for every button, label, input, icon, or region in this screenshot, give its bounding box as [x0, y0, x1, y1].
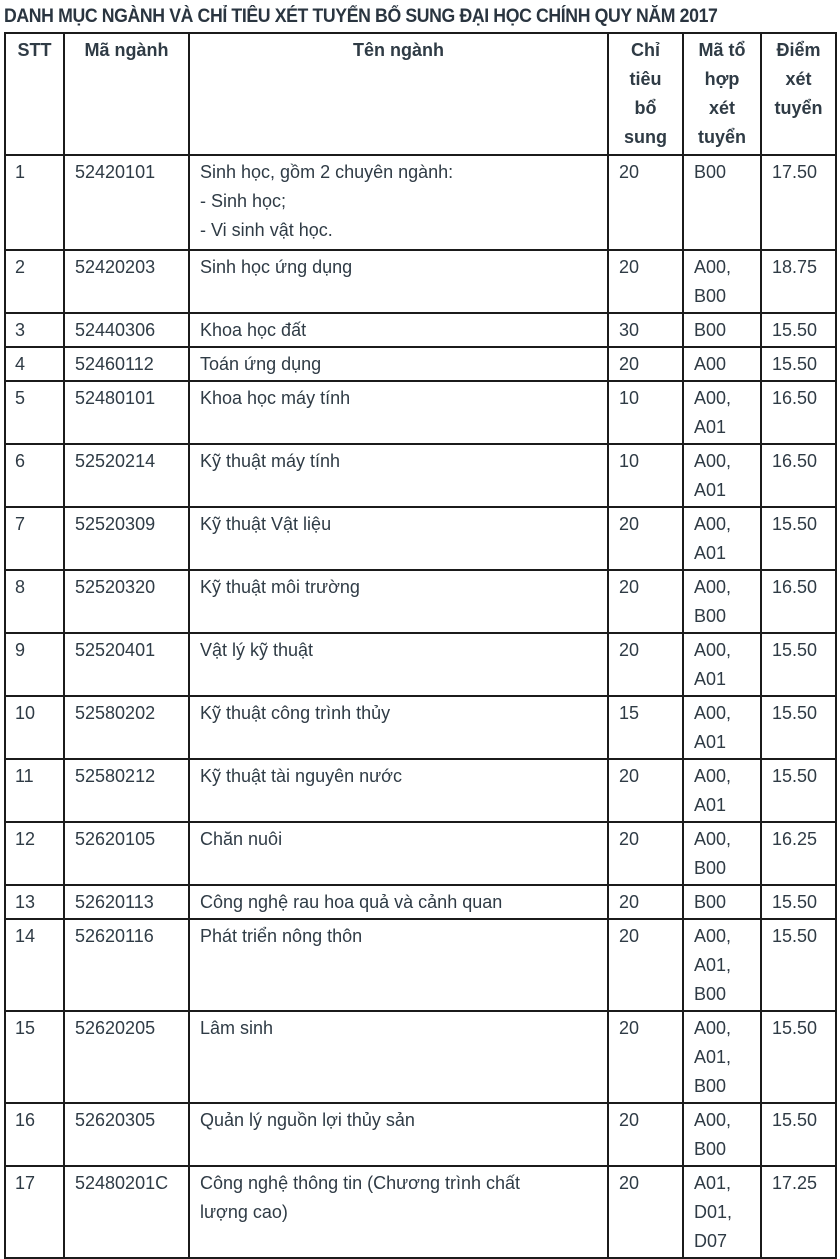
header-name: Tên ngành	[189, 33, 608, 155]
cell-name	[189, 633, 608, 696]
table-row	[5, 1166, 836, 1258]
cell-code: 52620305	[64, 1103, 189, 1166]
table-row	[5, 759, 836, 822]
cell-combo	[683, 381, 761, 444]
cell-code: 52520214	[64, 444, 189, 507]
cell-score: 15.50	[761, 1103, 836, 1166]
cell-name-line: Vật lý kỹ thuật	[200, 640, 314, 660]
cell-code: 52620205	[64, 1011, 189, 1103]
cell-combo-line: A00,	[694, 926, 732, 946]
table-row	[5, 250, 836, 313]
cell-name	[189, 885, 608, 919]
cell-stt: 6	[5, 444, 64, 507]
table-header-row	[5, 33, 836, 155]
table-row	[5, 633, 836, 696]
table-row	[5, 1103, 836, 1166]
cell-combo	[683, 1166, 761, 1258]
cell-quota: 10	[608, 381, 683, 444]
cell-name-line: Kỹ thuật tài nguyên nước	[200, 766, 402, 786]
cell-stt: 3	[5, 313, 64, 347]
cell-name	[189, 696, 608, 759]
cell-combo-line: A01	[694, 795, 727, 815]
cell-quota: 20	[608, 347, 683, 381]
cell-name	[189, 1103, 608, 1166]
cell-stt: 2	[5, 250, 64, 313]
cell-code: 52420101	[64, 155, 189, 250]
cell-combo-line: A00,	[694, 388, 732, 408]
cell-combo-line: A00,	[694, 1018, 732, 1038]
table-row	[5, 885, 836, 919]
cell-name-line: Kỹ thuật môi trường	[200, 577, 360, 597]
cell-code: 52580212	[64, 759, 189, 822]
cell-stt: 9	[5, 633, 64, 696]
cell-name-line: Quản lý nguồn lợi thủy sản	[200, 1110, 415, 1130]
cell-stt: 11	[5, 759, 64, 822]
cell-stt: 7	[5, 507, 64, 570]
cell-name-line: Công nghệ rau hoa quả và cảnh quan	[200, 892, 503, 912]
cell-combo-line: A00,	[694, 640, 732, 660]
cell-stt: 10	[5, 696, 64, 759]
header-quota-line: bổ	[634, 98, 657, 118]
table-row	[5, 1011, 836, 1103]
cell-stt: 17	[5, 1166, 64, 1258]
cell-name-line: - Sinh học;	[200, 191, 287, 211]
cell-quota: 20	[608, 885, 683, 919]
table-row	[5, 313, 836, 347]
cell-code: 52520309	[64, 507, 189, 570]
cell-combo	[683, 919, 761, 1011]
header-quota-line: tiêu	[629, 69, 662, 89]
cell-score: 16.50	[761, 381, 836, 444]
cell-combo-line: A00,	[694, 514, 732, 534]
cell-name	[189, 570, 608, 633]
cell-combo	[683, 633, 761, 696]
cell-combo-line: D01,	[694, 1202, 733, 1222]
cell-combo-line: B00	[694, 892, 727, 912]
cell-combo-line: A01,	[694, 1047, 732, 1067]
cell-stt: 8	[5, 570, 64, 633]
cell-quota: 20	[608, 1166, 683, 1258]
cell-combo	[683, 696, 761, 759]
header-combo-line: Mã tổ	[698, 40, 746, 60]
cell-combo-line: A00,	[694, 257, 732, 277]
cell-quota: 20	[608, 1103, 683, 1166]
page-title: DANH MỤC NGÀNH VÀ CHỈ TIÊU XÉT TUYỂN BỔ SUNG ĐẠI HỌC CHÍNH QUY NĂM 2017	[4, 6, 718, 27]
cell-quota: 20	[608, 822, 683, 885]
header-score-line: Điểm	[776, 40, 821, 60]
cell-combo-line: A00	[694, 354, 727, 374]
cell-combo	[683, 444, 761, 507]
cell-name	[189, 155, 608, 250]
cell-combo	[683, 570, 761, 633]
cell-combo-line: A01	[694, 669, 727, 689]
cell-name	[189, 381, 608, 444]
cell-code: 52480201C	[64, 1166, 189, 1258]
cell-score: 15.50	[761, 759, 836, 822]
cell-score: 17.25	[761, 1166, 836, 1258]
header-quota	[608, 33, 683, 155]
cell-combo	[683, 885, 761, 919]
cell-combo-line: A00,	[694, 577, 732, 597]
cell-score: 17.50	[761, 155, 836, 250]
cell-combo-line: A01,	[694, 955, 732, 975]
cell-code: 52580202	[64, 696, 189, 759]
header-combo-line: xét	[708, 98, 735, 118]
cell-name	[189, 759, 608, 822]
cell-name-line: Công nghệ thông tin (Chương trình chất	[200, 1173, 521, 1193]
cell-name-line: Toán ứng dụng	[200, 354, 322, 374]
cell-score: 16.25	[761, 822, 836, 885]
admission-table	[4, 32, 837, 1259]
cell-combo	[683, 822, 761, 885]
header-score-line: tuyển	[774, 98, 823, 118]
cell-name	[189, 347, 608, 381]
cell-combo-line: A01	[694, 732, 727, 752]
cell-score: 15.50	[761, 507, 836, 570]
cell-combo-line: B00	[694, 1076, 727, 1096]
cell-stt: 4	[5, 347, 64, 381]
cell-name	[189, 822, 608, 885]
cell-code: 52480101	[64, 381, 189, 444]
cell-score: 15.50	[761, 696, 836, 759]
cell-combo-line: D07	[694, 1231, 728, 1251]
cell-quota: 20	[608, 919, 683, 1011]
cell-score: 15.50	[761, 633, 836, 696]
table-row	[5, 444, 836, 507]
cell-name-line: Lâm sinh	[200, 1018, 274, 1038]
cell-combo	[683, 1011, 761, 1103]
cell-combo	[683, 313, 761, 347]
cell-quota: 10	[608, 444, 683, 507]
cell-name-line: Kỹ thuật công trình thủy	[200, 703, 391, 723]
cell-stt: 16	[5, 1103, 64, 1166]
cell-quota: 20	[608, 250, 683, 313]
cell-name-line: Khoa học máy tính	[200, 388, 351, 408]
cell-combo-line: A00,	[694, 451, 732, 471]
cell-stt: 13	[5, 885, 64, 919]
header-score	[761, 33, 836, 155]
cell-code: 52620113	[64, 885, 189, 919]
cell-stt: 14	[5, 919, 64, 1011]
cell-combo-line: B00	[694, 606, 727, 626]
cell-name-line: Phát triển nông thôn	[200, 926, 363, 946]
header-quota-line: sung	[624, 127, 667, 147]
cell-quota: 20	[608, 507, 683, 570]
cell-name-line: Chăn nuôi	[200, 829, 283, 849]
cell-stt: 1	[5, 155, 64, 250]
cell-combo	[683, 759, 761, 822]
cell-name	[189, 444, 608, 507]
cell-combo	[683, 250, 761, 313]
cell-code: 52520401	[64, 633, 189, 696]
cell-code: 52620105	[64, 822, 189, 885]
cell-combo-line: B00	[694, 320, 727, 340]
table-row	[5, 822, 836, 885]
cell-quota: 20	[608, 570, 683, 633]
cell-combo-line: B00	[694, 984, 727, 1004]
table-row	[5, 155, 836, 250]
table-row	[5, 381, 836, 444]
header-combo-line: tuyển	[697, 127, 746, 147]
cell-code: 52620116	[64, 919, 189, 1011]
cell-code: 52460112	[64, 347, 189, 381]
cell-combo-line: A01,	[694, 1173, 732, 1193]
cell-name	[189, 919, 608, 1011]
cell-combo-line: A00,	[694, 703, 732, 723]
header-combo	[683, 33, 761, 155]
table-row	[5, 507, 836, 570]
cell-combo-line: A00,	[694, 829, 732, 849]
cell-name-line: - Vi sinh vật học.	[200, 220, 333, 240]
cell-name-line: Sinh học ứng dụng	[200, 257, 353, 277]
cell-combo	[683, 1103, 761, 1166]
cell-quota: 30	[608, 313, 683, 347]
cell-quota: 20	[608, 155, 683, 250]
cell-score: 15.50	[761, 885, 836, 919]
cell-combo	[683, 155, 761, 250]
cell-quota: 20	[608, 759, 683, 822]
cell-name	[189, 313, 608, 347]
cell-name	[189, 250, 608, 313]
table-body	[5, 155, 836, 1258]
table-row	[5, 696, 836, 759]
cell-combo-line: A00,	[694, 1110, 732, 1130]
header-stt: STT	[5, 33, 64, 155]
cell-code: 52420203	[64, 250, 189, 313]
cell-score: 15.50	[761, 313, 836, 347]
header-quota-line: Chỉ	[631, 40, 660, 60]
cell-code: 52520320	[64, 570, 189, 633]
cell-name	[189, 1166, 608, 1258]
table-row	[5, 570, 836, 633]
cell-name	[189, 1011, 608, 1103]
cell-score: 16.50	[761, 570, 836, 633]
cell-combo	[683, 347, 761, 381]
cell-combo-line: B00	[694, 162, 727, 182]
table-row	[5, 347, 836, 381]
cell-combo-line: B00	[694, 858, 727, 878]
cell-combo-line: B00	[694, 286, 727, 306]
cell-name-line: Khoa học đất	[200, 320, 307, 340]
cell-quota: 20	[608, 1011, 683, 1103]
cell-combo-line: B00	[694, 1139, 727, 1159]
cell-score: 15.50	[761, 919, 836, 1011]
cell-quota: 15	[608, 696, 683, 759]
cell-stt: 5	[5, 381, 64, 444]
header-score-line: xét	[785, 69, 812, 89]
cell-score: 15.50	[761, 1011, 836, 1103]
cell-combo-line: A01	[694, 543, 727, 563]
cell-name-line: Kỹ thuật máy tính	[200, 451, 341, 471]
cell-stt: 15	[5, 1011, 64, 1103]
cell-name	[189, 507, 608, 570]
cell-score: 16.50	[761, 444, 836, 507]
cell-combo	[683, 507, 761, 570]
header-code: Mã ngành	[64, 33, 189, 155]
table-row	[5, 919, 836, 1011]
cell-combo-line: A00,	[694, 766, 732, 786]
cell-score: 15.50	[761, 347, 836, 381]
cell-score: 18.75	[761, 250, 836, 313]
cell-combo-line: A01	[694, 480, 727, 500]
cell-name-line: Kỹ thuật Vật liệu	[200, 514, 332, 534]
header-combo-line: hợp	[704, 69, 740, 89]
cell-quota: 20	[608, 633, 683, 696]
cell-name-line: Sinh học, gồm 2 chuyên ngành:	[200, 162, 454, 182]
cell-stt: 12	[5, 822, 64, 885]
cell-name-line: lượng cao)	[200, 1202, 288, 1222]
cell-combo-line: A01	[694, 417, 727, 437]
cell-code: 52440306	[64, 313, 189, 347]
